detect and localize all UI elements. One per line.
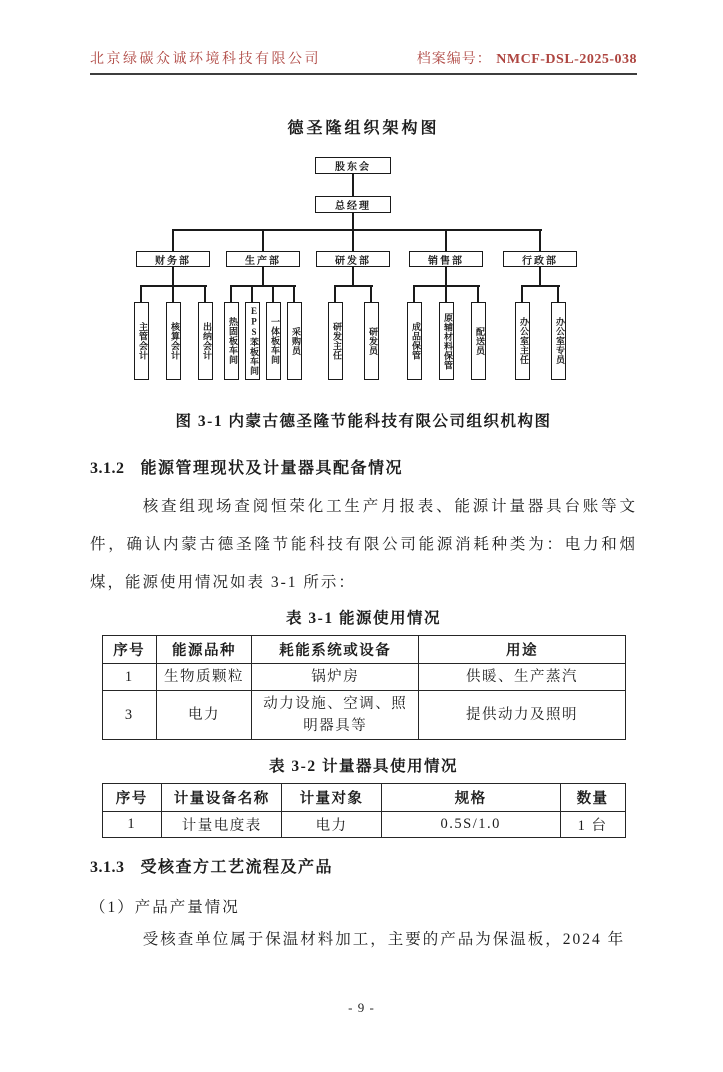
section-heading-313 xyxy=(90,854,637,877)
connector xyxy=(262,229,264,251)
connector xyxy=(272,285,274,302)
org-box-shareholders: 股东会 xyxy=(315,157,391,174)
table-row xyxy=(102,812,625,838)
header-rule xyxy=(90,73,637,75)
org-box-eps-workshop: EPS苯板车间 xyxy=(245,302,260,380)
connector xyxy=(204,285,206,302)
connector xyxy=(477,285,479,302)
connector xyxy=(445,229,447,251)
cell: 1 xyxy=(102,812,162,838)
connector xyxy=(413,285,415,302)
table31-caption: 表 3-1 能源使用情况 xyxy=(286,610,441,627)
col-header: 序号 xyxy=(102,636,156,664)
archive-number xyxy=(417,48,637,68)
paragraph-energy-use: 核查组现场查阅恒荣化工生产月报表、能源计量器具台账等文件，确认内蒙古德圣隆节能科技有限公司能源消耗种类为：电力和烟煤，能源使用情况如表 3-1 所示： xyxy=(90,498,637,591)
cell: 供暖、生产蒸汽 xyxy=(419,664,625,691)
cell: 动力设施、空调、照明器具等 xyxy=(252,691,419,740)
section-number: 3.1.2 xyxy=(90,460,125,477)
org-box-chief-accountant: 主管会计 xyxy=(134,302,149,380)
connector xyxy=(414,285,480,287)
cell: 电力 xyxy=(156,691,251,740)
connector xyxy=(352,267,354,285)
cell: 生物质颗粒 xyxy=(156,664,251,691)
connector xyxy=(334,285,336,302)
cell: 3 xyxy=(102,691,156,740)
connector xyxy=(140,285,142,302)
table-energy-use xyxy=(102,635,626,740)
connector xyxy=(370,285,372,302)
connector xyxy=(172,285,174,302)
connector xyxy=(230,285,232,302)
section-title: 能源管理现状及计量器具配备情况 xyxy=(140,460,404,477)
table-header-row xyxy=(102,784,625,812)
org-box-rnd-director: 研发主任 xyxy=(328,302,343,380)
org-box-dept-admin: 行政部 xyxy=(503,251,577,267)
col-header: 数量 xyxy=(560,784,625,812)
org-box-purchaser: 采购员 xyxy=(287,302,302,380)
col-header: 计量对象 xyxy=(282,784,381,812)
table-metering-devices xyxy=(102,783,626,838)
org-box-cashier-accountant: 出纳会计 xyxy=(198,302,213,380)
col-header: 耗能系统或设备 xyxy=(252,636,419,664)
cell: 计量电度表 xyxy=(162,812,282,838)
connector xyxy=(521,285,523,302)
connector xyxy=(335,285,373,287)
archive-number-value: NMCF-DSL-2025-038 xyxy=(496,52,637,67)
connector xyxy=(539,229,541,251)
cell: 0.5S/1.0 xyxy=(381,812,560,838)
cell: 锅炉房 xyxy=(252,664,419,691)
connector xyxy=(445,285,447,302)
col-header: 用途 xyxy=(419,636,625,664)
table32-caption: 表 3-2 计量器具使用情况 xyxy=(269,758,458,775)
cell: 电力 xyxy=(282,812,381,838)
section-title: 受核查方工艺流程及产品 xyxy=(140,859,334,876)
org-box-thermoset-workshop: 热固板车间 xyxy=(224,302,239,380)
col-header: 能源品种 xyxy=(156,636,251,664)
section-number: 3.1.3 xyxy=(90,859,125,876)
cell: 1 xyxy=(102,664,156,691)
connector xyxy=(172,267,174,285)
org-chart-title: 德圣隆组织架构图 xyxy=(287,120,440,137)
org-box-dept-finance: 财务部 xyxy=(136,251,210,267)
connector xyxy=(352,213,354,229)
org-box-office-director: 办公室主任 xyxy=(515,302,530,380)
org-chart xyxy=(90,151,637,383)
connector xyxy=(522,285,560,287)
archive-number-label: 档案编号： xyxy=(416,52,492,67)
org-box-office-specialist: 办公室专员 xyxy=(551,302,566,380)
connector xyxy=(539,267,541,285)
page-header xyxy=(90,48,637,68)
connector xyxy=(557,285,559,302)
connector xyxy=(352,174,354,196)
table-row xyxy=(102,664,625,691)
org-box-dept-rnd: 研发部 xyxy=(316,251,390,267)
cell: 提供动力及照明 xyxy=(419,691,625,740)
table-row xyxy=(102,691,625,740)
org-box-dept-sales: 销售部 xyxy=(409,251,483,267)
connector xyxy=(173,229,542,231)
col-header: 计量设备名称 xyxy=(162,784,282,812)
subsection-heading: （1）产品产量情况 xyxy=(90,899,240,916)
section-heading-312 xyxy=(90,455,637,478)
figure-caption: 图 3-1 内蒙古德圣隆节能科技有限公司组织机构图 xyxy=(175,413,552,430)
connector xyxy=(172,229,174,251)
org-box-rnd-staff: 研发员 xyxy=(364,302,379,380)
connector xyxy=(231,285,296,287)
connector xyxy=(445,267,447,285)
page-number: - 9 - xyxy=(348,1000,375,1015)
cell: 1 台 xyxy=(560,812,625,838)
org-box-cost-accountant: 核算会计 xyxy=(166,302,181,380)
org-box-dept-production: 生产部 xyxy=(226,251,300,267)
connector xyxy=(352,229,354,251)
connector xyxy=(262,267,264,285)
org-box-delivery-staff: 配送员 xyxy=(471,302,486,380)
company-name: 北京绿碳众诚环境科技有限公司 xyxy=(90,52,321,67)
org-box-product-keeper: 成品保管 xyxy=(407,302,422,380)
org-box-general-manager: 总经理 xyxy=(315,196,391,213)
connector xyxy=(141,285,207,287)
document-page xyxy=(0,48,723,1072)
paragraph-product-output: 受核查单位属于保温材料加工，主要的产品为保温板，2024 年 xyxy=(142,931,626,948)
org-box-material-keeper: 原辅材料保管 xyxy=(439,302,454,380)
col-header: 规格 xyxy=(381,784,560,812)
col-header: 序号 xyxy=(102,784,162,812)
org-box-panel-workshop: 一体板车间 xyxy=(266,302,281,380)
table-header-row xyxy=(102,636,625,664)
connector xyxy=(293,285,295,302)
connector xyxy=(251,285,253,302)
